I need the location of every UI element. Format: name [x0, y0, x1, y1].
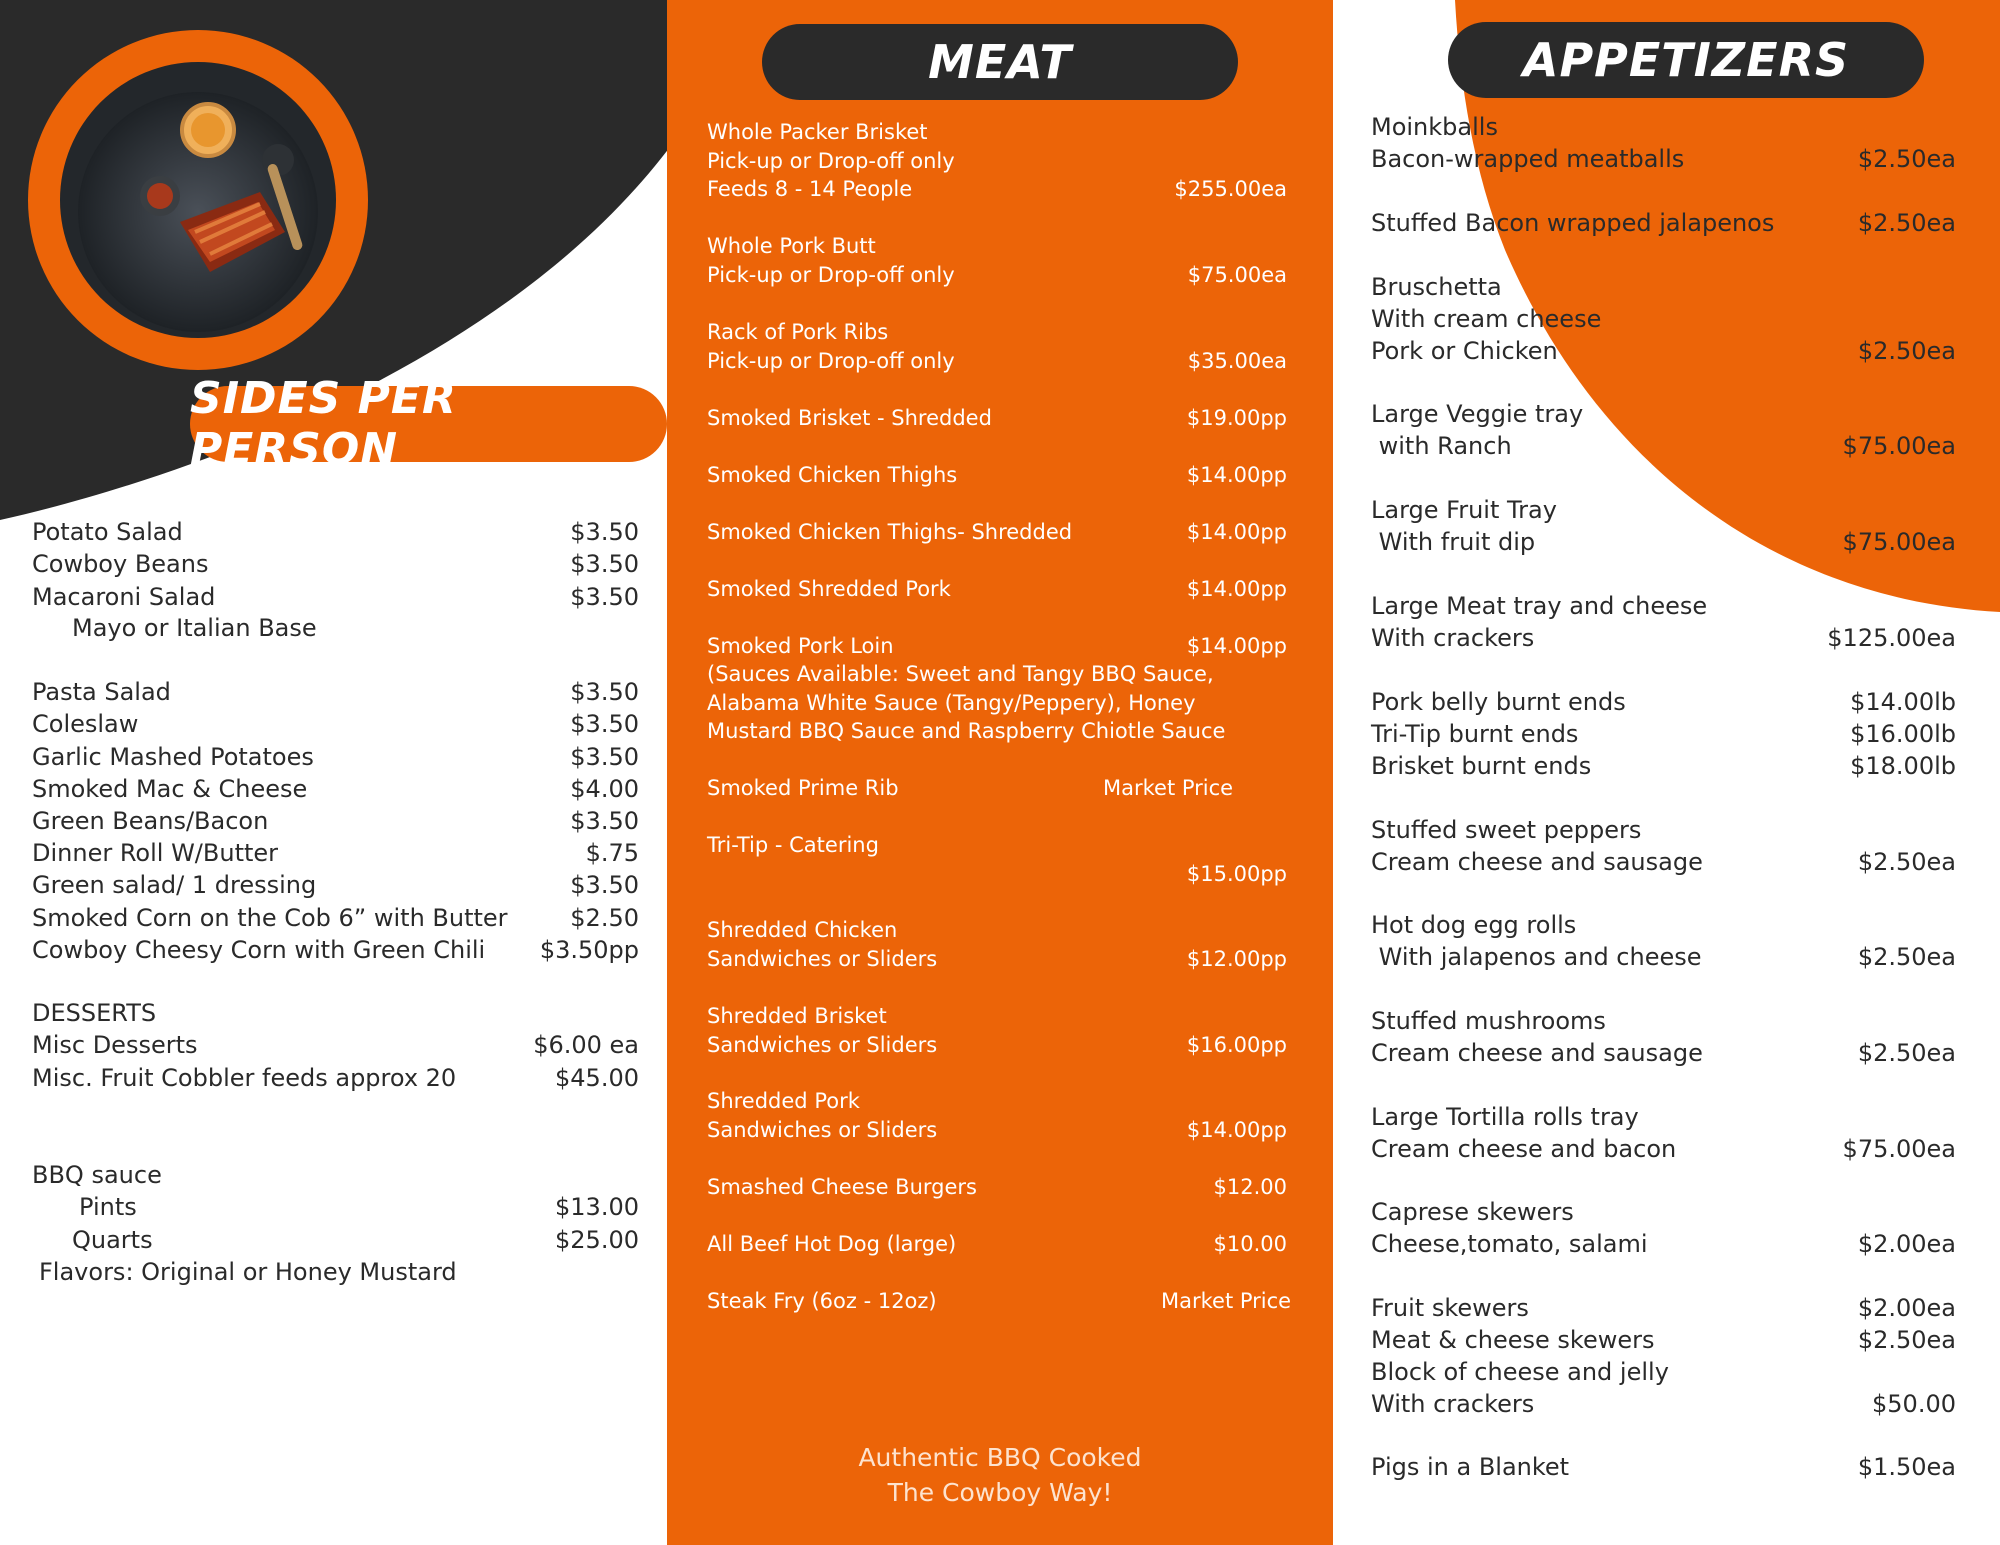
meat-item — [707, 347, 1287, 376]
appetizers-item — [1371, 494, 1956, 526]
appetizers-item-name: Fruit skewers — [1371, 1294, 1529, 1322]
sides-item — [32, 1062, 639, 1094]
meat-item-name: Steak Fry (6oz - 12oz) — [707, 1289, 937, 1313]
sides-item — [32, 805, 639, 837]
sides-item-price: $3.50pp — [539, 936, 639, 964]
meat-item-name: Alabama White Sauce (Tangy/Peppery), Honey — [707, 691, 1196, 715]
meat-item-price: $35.00ea — [1187, 349, 1287, 373]
sides-item — [32, 708, 639, 740]
appetizers-item — [1371, 303, 1956, 335]
appetizers-item — [1371, 846, 1956, 878]
sides-item-name: Cowboy Beans — [32, 550, 209, 578]
appetizers-item — [1371, 718, 1956, 750]
appetizers-item-name: Large Veggie tray — [1371, 400, 1584, 428]
sides-item-name: Pasta Salad — [32, 678, 171, 706]
sides-item — [32, 837, 639, 869]
sides-item-name: Smoked Mac & Cheese — [32, 775, 308, 803]
appetizers-item-name: With crackers — [1371, 1390, 1535, 1418]
sides-item-price: $45.00 — [555, 1064, 639, 1092]
sides-item — [32, 1029, 639, 1061]
sides-item-price: $3.50 — [570, 710, 639, 738]
meat-item-price: $10.00 — [1213, 1232, 1287, 1256]
appetizers-item-name: With fruit dip — [1371, 528, 1536, 556]
meat-item-price: $14.00pp — [1186, 463, 1287, 487]
appetizers-item-name: with Ranch — [1371, 432, 1512, 460]
appetizers-item — [1371, 1451, 1956, 1483]
meat-item-name: Whole Packer Brisket — [707, 120, 928, 144]
appetizers-item — [1371, 1037, 1956, 1069]
sides-item — [72, 1224, 639, 1256]
meat-item-price: $15.00pp — [1186, 862, 1287, 886]
sides-item-name: Macaroni Salad — [32, 583, 216, 611]
appetizers-item — [1371, 814, 1956, 846]
meat-item-price: $14.00pp — [1186, 1118, 1287, 1142]
sides-item-name: Dinner Roll W/Butter — [32, 839, 279, 867]
sides-item — [32, 1159, 639, 1191]
appetizers-item — [1371, 207, 1956, 239]
meat-item-name: Smoked Pork Loin — [707, 634, 894, 658]
appetizers-item-price: $2.50ea — [1857, 145, 1956, 173]
meat-item-name: Shredded Pork — [707, 1089, 860, 1113]
appetizers-item-price: $1.50ea — [1857, 1453, 1956, 1481]
sides-item — [32, 581, 639, 613]
sides-item — [39, 1256, 639, 1288]
appetizers-item — [1371, 941, 1956, 973]
sides-item — [32, 902, 639, 934]
sides-heading: SIDES PER PERSON — [190, 386, 667, 462]
sides-item-price: $3.50 — [570, 871, 639, 899]
tagline-line-2: The Cowboy Way! — [887, 1478, 1113, 1507]
sides-item — [32, 676, 639, 708]
sides-item-price: $13.00 — [555, 1193, 639, 1221]
appetizers-item-name: With jalapenos and cheese — [1371, 943, 1702, 971]
meat-item — [707, 831, 1287, 860]
appetizers-item-price: $75.00ea — [1842, 1135, 1956, 1163]
meat-item-name: Shredded Chicken — [707, 918, 898, 942]
meat-item — [707, 717, 1287, 746]
appetizers-item-name: Tri-Tip burnt ends — [1371, 720, 1579, 748]
appetizers-item-price: $75.00ea — [1842, 528, 1956, 556]
meat-item-name: Sandwiches or Sliders — [707, 1033, 938, 1057]
sides-item-price: $3.50 — [570, 583, 639, 611]
appetizers-item-price: $125.00ea — [1827, 624, 1956, 652]
meat-item — [707, 118, 1287, 147]
appetizers-item-name: Caprese skewers — [1371, 1198, 1574, 1226]
appetizers-item-price: $2.50ea — [1857, 1326, 1956, 1354]
sides-item-price: $3.50 — [570, 807, 639, 835]
appetizers-item-price: $14.00lb — [1850, 688, 1956, 716]
meat-item — [707, 1230, 1287, 1259]
appetizers-item-price: $2.50ea — [1857, 1039, 1956, 1067]
appetizers-item-price: $16.00lb — [1850, 720, 1956, 748]
appetizers-item — [1371, 526, 1956, 558]
appetizers-item — [1371, 750, 1956, 782]
appetizers-item-name: Cream cheese and sausage — [1371, 1039, 1703, 1067]
appetizers-item-name: Bruschetta — [1371, 273, 1502, 301]
appetizers-item-name: Large Fruit Tray — [1371, 496, 1557, 524]
appetizers-item-name: Pigs in a Blanket — [1371, 1453, 1570, 1481]
meat-item-name: Pick-up or Drop-off only — [707, 349, 955, 373]
sides-item-name: Smoked Corn on the Cob 6” with Butter — [32, 904, 508, 932]
appetizers-item — [1371, 430, 1956, 462]
meat-item — [707, 632, 1287, 661]
sides-item-name: Mayo or Italian Base — [72, 614, 317, 642]
meat-item — [707, 318, 1287, 347]
meat-item-price: $14.00pp — [1186, 577, 1287, 601]
appetizers-heading: APPETIZERS — [1448, 22, 1924, 98]
tagline-line-1: Authentic BBQ Cooked — [858, 1443, 1142, 1472]
meat-item — [707, 261, 1287, 290]
sides-item-price: $6.00 ea — [533, 1031, 639, 1059]
meat-item-name: All Beef Hot Dog (large) — [707, 1232, 957, 1256]
appetizers-item-price: $2.50ea — [1857, 943, 1956, 971]
appetizers-item — [1371, 1196, 1956, 1228]
appetizers-item-name: Bacon-wrapped meatballs — [1371, 145, 1685, 173]
sides-item — [32, 741, 639, 773]
sides-item-price: $3.50 — [570, 518, 639, 546]
sides-item-name: Flavors: Original or Honey Mustard — [39, 1258, 457, 1286]
sides-item-price: $3.50 — [570, 743, 639, 771]
meat-item — [707, 774, 1287, 803]
meat-item — [707, 404, 1287, 433]
meat-item-name: Tri-Tip - Catering — [707, 833, 879, 857]
meat-item — [707, 1031, 1287, 1060]
meat-item-name: Pick-up or Drop-off only — [707, 263, 955, 287]
appetizers-item-price: $2.00ea — [1857, 1230, 1956, 1258]
sides-item-name: BBQ sauce — [32, 1161, 162, 1189]
appetizers-item — [1371, 622, 1956, 654]
meat-item-name: Whole Pork Butt — [707, 234, 876, 258]
meat-heading: MEAT — [762, 24, 1238, 100]
meat-item — [707, 916, 1287, 945]
sides-item — [32, 773, 639, 805]
sides-item — [32, 516, 639, 548]
sides-list — [32, 0, 642, 1545]
appetizers-item-name: Moinkballs — [1371, 113, 1498, 141]
sides-item-price: $25.00 — [555, 1226, 639, 1254]
appetizers-item — [1371, 335, 1956, 367]
appetizers-item — [1371, 909, 1956, 941]
meat-item-name: Sandwiches or Sliders — [707, 1118, 938, 1142]
appetizers-item-name: Pork or Chicken — [1371, 337, 1558, 365]
appetizers-item — [1371, 1324, 1956, 1356]
meat-item — [707, 232, 1287, 261]
appetizers-item-name: Pork belly burnt ends — [1371, 688, 1626, 716]
meat-item-name: Smoked Prime Rib — [707, 776, 899, 800]
sides-item-name: DESSERTS — [32, 999, 157, 1027]
meat-item-name: Pick-up or Drop-off only — [707, 149, 955, 173]
sides-item-price: $3.50 — [570, 678, 639, 706]
appetizers-item-name: Cream cheese and sausage — [1371, 848, 1703, 876]
sides-item — [32, 934, 639, 966]
meat-item-name: Smashed Cheese Burgers — [707, 1175, 977, 1199]
meat-item — [707, 1287, 1292, 1316]
meat-item-name: Feeds 8 - 14 People — [707, 177, 913, 201]
meat-item-name: Rack of Pork Ribs — [707, 320, 889, 344]
appetizers-item-price: $2.50ea — [1857, 337, 1956, 365]
meat-item-name: Mustard BBQ Sauce and Raspberry Chiotle Sauce — [707, 719, 1226, 743]
sides-item-name: Coleslaw — [32, 710, 139, 738]
appetizers-list — [1371, 0, 1971, 1545]
sides-item-price: $.75 — [585, 839, 639, 867]
meat-item-price: $19.00pp — [1186, 406, 1287, 430]
appetizers-item-price: $50.00 — [1872, 1390, 1956, 1418]
meat-item — [707, 660, 1287, 689]
meat-item-price: $14.00pp — [1186, 520, 1287, 544]
meat-item — [707, 518, 1287, 547]
appetizers-item-price: $75.00ea — [1842, 432, 1956, 460]
appetizers-item-name: Stuffed sweet peppers — [1371, 816, 1642, 844]
sides-item — [72, 612, 639, 644]
meat-item — [707, 1116, 1287, 1145]
appetizers-item — [1371, 1388, 1956, 1420]
appetizers-item-name: Brisket burnt ends — [1371, 752, 1592, 780]
meat-item-price: $12.00pp — [1186, 947, 1287, 971]
meat-item-name: Sandwiches or Sliders — [707, 947, 938, 971]
meat-item-price: $16.00pp — [1186, 1033, 1287, 1057]
sides-item — [32, 869, 639, 901]
meat-item-price: $12.00 — [1213, 1175, 1287, 1199]
meat-item — [707, 945, 1287, 974]
meat-item-price: Market Price — [1161, 1289, 1292, 1313]
sides-item-name: Pints — [79, 1193, 137, 1221]
appetizers-item — [1371, 1101, 1956, 1133]
meat-item-price: $75.00ea — [1187, 263, 1287, 287]
sides-item — [32, 997, 639, 1029]
appetizers-item — [1371, 143, 1956, 175]
appetizers-item — [1371, 1133, 1956, 1165]
meat-item-name: (Sauces Available: Sweet and Tangy BBQ Sauce, — [707, 662, 1214, 686]
appetizers-item — [1371, 111, 1956, 143]
meat-item-price: $14.00pp — [1186, 634, 1287, 658]
appetizers-item-name: With crackers — [1371, 624, 1535, 652]
meat-item-name: Smoked Chicken Thighs- Shredded — [707, 520, 1073, 544]
sides-item-price: $2.50 — [570, 904, 639, 932]
appetizers-item-price: $2.50ea — [1857, 848, 1956, 876]
appetizers-item-name: Cheese,tomato, salami — [1371, 1230, 1648, 1258]
meat-item-name: Smoked Chicken Thighs — [707, 463, 958, 487]
meat-list — [707, 0, 1307, 1545]
appetizers-item-name: Block of cheese and jelly — [1371, 1358, 1669, 1386]
meat-item — [707, 1002, 1287, 1031]
appetizers-item — [1371, 1356, 1956, 1388]
sides-item-name: Misc. Fruit Cobbler feeds approx 20 — [32, 1064, 457, 1092]
sides-item-name: Cowboy Cheesy Corn with Green Chili — [32, 936, 486, 964]
sides-item — [32, 548, 639, 580]
appetizers-item — [1371, 398, 1956, 430]
meat-item — [707, 1087, 1287, 1116]
appetizers-item-name: Meat & cheese skewers — [1371, 1326, 1655, 1354]
meat-item-price: $255.00ea — [1174, 177, 1287, 201]
meat-item — [707, 689, 1287, 718]
appetizers-item-name: With cream cheese — [1371, 305, 1602, 333]
meat-item — [707, 1173, 1287, 1202]
sides-item-name: Misc Desserts — [32, 1031, 198, 1059]
sides-item-name: Garlic Mashed Potatoes — [32, 743, 314, 771]
appetizers-item — [1371, 1292, 1956, 1324]
sides-item — [79, 1191, 639, 1223]
appetizers-item — [1371, 590, 1956, 622]
sides-item-price: $4.00 — [570, 775, 639, 803]
appetizers-item — [1371, 271, 1956, 303]
sides-item-name: Quarts — [72, 1226, 153, 1254]
meat-item — [707, 461, 1287, 490]
meat-item-name: Smoked Shredded Pork — [707, 577, 951, 601]
meat-item — [707, 575, 1287, 604]
appetizers-item-price: $2.50ea — [1857, 209, 1956, 237]
sides-item-price: $3.50 — [570, 550, 639, 578]
meat-item — [707, 175, 1287, 204]
sides-item-name: Green Beans/Bacon — [32, 807, 269, 835]
appetizers-item-name: Stuffed mushrooms — [1371, 1007, 1606, 1035]
appetizers-item-price: $2.00ea — [1857, 1294, 1956, 1322]
sides-item-name: Green salad/ 1 dressing — [32, 871, 317, 899]
appetizers-item — [1371, 686, 1956, 718]
appetizers-item-name: Large Tortilla rolls tray — [1371, 1103, 1639, 1131]
meat-item — [707, 147, 1287, 176]
appetizers-item-name: Large Meat tray and cheese — [1371, 592, 1708, 620]
meat-item-name: Smoked Brisket - Shredded — [707, 406, 992, 430]
meat-item-price: Market Price — [1103, 776, 1234, 800]
appetizers-item-price: $18.00lb — [1850, 752, 1956, 780]
appetizers-item-name: Stuffed Bacon wrapped jalapenos — [1371, 209, 1775, 237]
appetizers-item-name: Hot dog egg rolls — [1371, 911, 1577, 939]
sides-item-name: Potato Salad — [32, 518, 183, 546]
meat-item-name: Shredded Brisket — [707, 1004, 887, 1028]
appetizers-item — [1371, 1005, 1956, 1037]
appetizers-item — [1371, 1228, 1956, 1260]
appetizers-item-name: Cream cheese and bacon — [1371, 1135, 1677, 1163]
